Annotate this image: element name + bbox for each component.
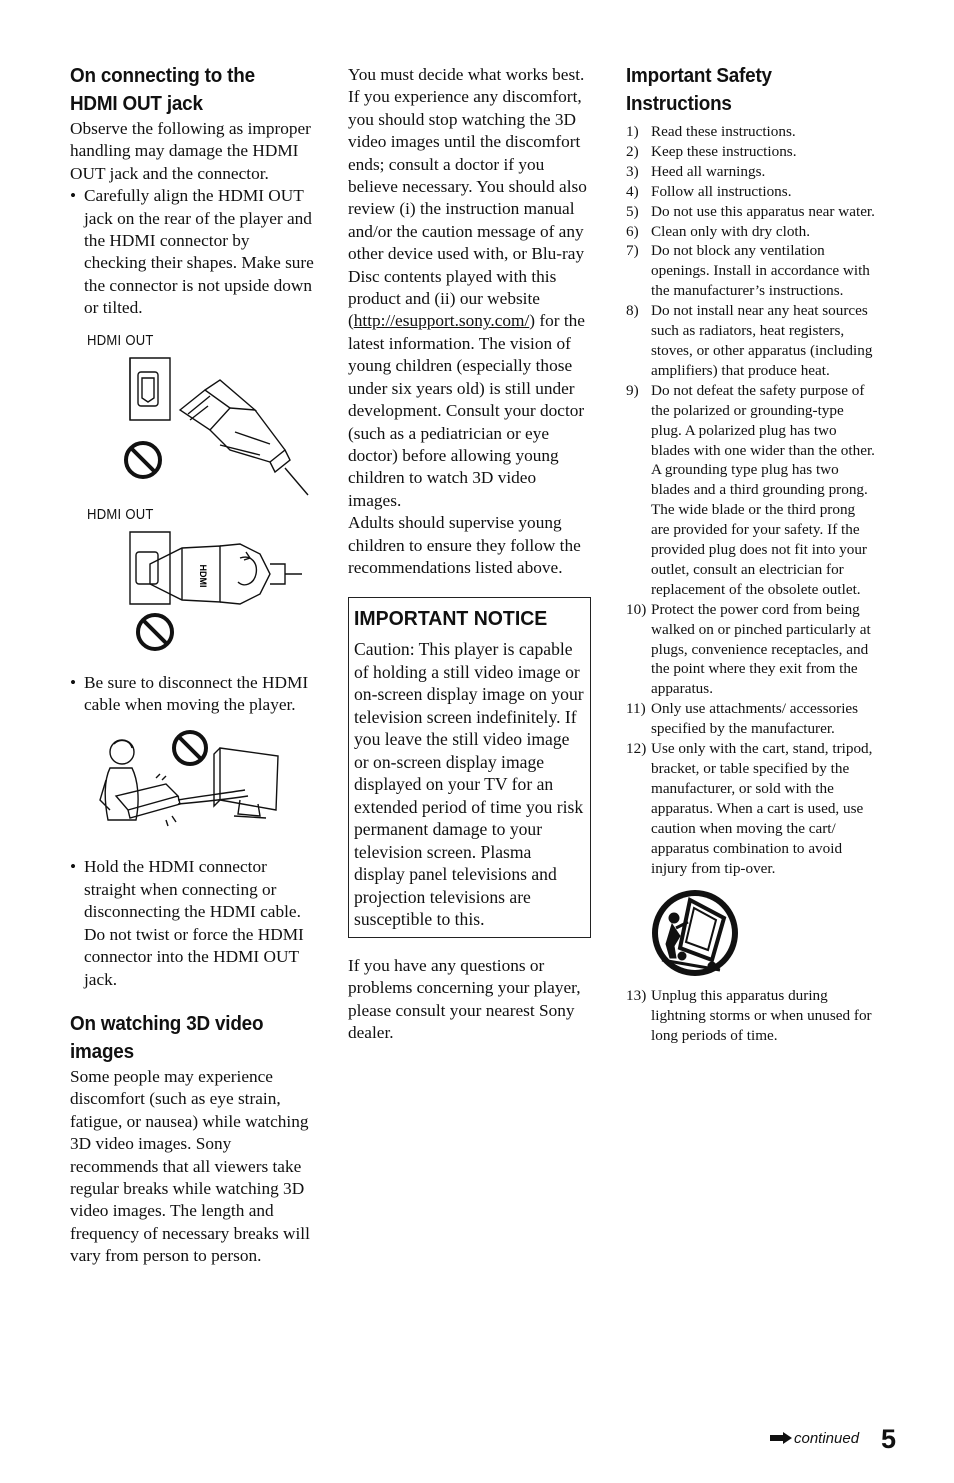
column-left: [70, 62, 315, 1268]
adults-supervise-paragraph: Adults should supervise young children to ensure they follow the recommendations listed above.: [348, 513, 581, 577]
sony-support-link[interactable]: http://esupport.sony.com/: [353, 311, 530, 331]
hdmi-intro: Observe the following as improper handling may damage the HDMI OUT jack and the connector.: [70, 119, 311, 183]
continued-label: continued: [794, 1430, 860, 1447]
list-item: 9) Do not defeat the safety purpose of the polarized or grounding-type plug. A polarized plug has two blades with one wider than the other. A grounding type plug has two blades and a third grounding prong. The wide blade or the third prong are provided for your safety. If the provided plug does not fit into your outlet, consult an electrician for replacement of the obsolete outlet.: [626, 381, 875, 598]
connector-hdmi-text: HDMI: [198, 564, 208, 588]
hdmi-bullets-3: [70, 856, 315, 990]
list-item: 7) Do not block any ventilation openings. Install in accordance with the manufacturer’s instructions.: [626, 242, 870, 300]
continued-indicator: [770, 1430, 859, 1447]
cart-warning-figure: [650, 888, 876, 978]
hdmi-figure-2: [70, 506, 315, 652]
moving-player-figure: [70, 730, 315, 840]
safety-instructions-list: [626, 122, 876, 878]
hdmi-figure-1: [70, 332, 315, 500]
bullet-disconnect-cable: • Be sure to disconnect the HDMI cable when moving the player.: [70, 672, 315, 717]
list-item: 13) Unplug this apparatus during lightning storms or when unused for long periods of time.: [626, 987, 872, 1045]
hdmi-section-title: On connecting to the HDMI OUT jack: [70, 64, 255, 115]
list-item: 4) Follow all instructions.: [626, 182, 792, 200]
page-number: 5: [881, 1424, 897, 1454]
3d-advice-text-before: You must decide what works best. If you experience any discomfort, you should stop watching the 3D video images until the discomfort ends; consult a doctor if you believe necessary. You should also review (i) the instruction manual and/or the caution message of any other device used with, or Blu-ray Disc contents played with this product and (ii) our website (: [348, 65, 587, 331]
hdmi-out-label-2: HDMI OUT: [87, 506, 154, 523]
watch-3d-section-title: On watching 3D video images: [70, 1011, 264, 1063]
list-item: 3) Heed all warnings.: [626, 162, 766, 180]
list-item: 12) Use only with the cart, stand, tripod, bracket, or table specified by the manufacturer, or sold with the apparatus. When a cart is used, use caution when moving the cart/ apparatus combination to avoid injury from tip-over.: [626, 740, 873, 877]
safety-instructions-list-continued: [626, 986, 876, 1046]
list-item: 10) Protect the power cord from being walked on or pinched particularly at plugs, convenience receptacles, and the point where they exit from the apparatus.: [626, 600, 871, 698]
hdmi-out-label-1: HDMI OUT: [87, 332, 154, 349]
hdmi-bullets-1: [70, 185, 315, 319]
3d-advice-paragraph: [348, 64, 592, 512]
arrow-right-icon: [770, 1432, 792, 1444]
bullet-hold-straight: • Hold the HDMI connector straight when connecting or disconnecting the HDMI cable. Do not twist or force the HDMI connector into the HDMI OUT jack.: [70, 856, 315, 990]
page-footer: [770, 1426, 910, 1456]
bullet-align-connector: • Carefully align the HDMI OUT jack on the rear of the player and the HDMI connector by checking their shapes. Make sure the connector is not upside down or tilted.: [70, 185, 315, 319]
important-notice-box: [348, 597, 591, 938]
list-item: 8) Do not install near any heat sources such as radiators, heat registers, stoves, or other apparatus (including amplifiers) that produce heat.: [626, 302, 873, 379]
cart-tipover-warning-icon: [650, 888, 740, 978]
hdmi-misaligned-illustration: [70, 350, 315, 500]
important-notice-text: Caution: This player is capable of holding a still video image or on-screen display image on your television screen indefinitely. If you leave the still video image or on-screen display image displayed on your TV for an extended period of time you risk permanent damage to your television screen. Plasma display panel televisions and projection televisions are susceptible to this.: [354, 639, 584, 930]
hdmi-bullets-2: [70, 672, 315, 717]
list-item: 2) Keep these instructions.: [626, 142, 797, 160]
person-moving-player-illustration: [70, 730, 315, 840]
3d-advice-text-after: ) for the latest information. The vision of young children (especially those under six years old) is still under development. Consult your doctor (such as a pediatrician or eye doctor) before allowing young children to watch 3D video images.: [348, 311, 585, 510]
list-item: 11) Only use attachments/ accessories specified by the manufacturer.: [626, 700, 859, 738]
questions-paragraph: If you have any questions or problems concerning your player, please consult your nearest Sony dealer.: [348, 955, 581, 1043]
list-item: 6) Clean only with dry cloth.: [626, 222, 811, 240]
list-item: 5) Do not use this apparatus near water.: [626, 202, 875, 220]
column-right: [626, 62, 876, 1046]
hdmi-upside-down-illustration: [70, 524, 315, 652]
important-notice-title: IMPORTANT NOTICE: [354, 607, 548, 631]
watch-3d-paragraph: Some people may experience discomfort (such as eye strain, fatigue, or nausea) while watching 3D video images. Sony recommends that all viewers take regular breaks while watching 3D video images. The length and frequency of necessary breaks will vary from person to person.: [70, 1066, 310, 1266]
list-item: 1) Read these instructions.: [626, 123, 796, 140]
column-middle: [348, 64, 592, 1044]
safety-section-title: Important Safety Instructions: [626, 64, 772, 115]
